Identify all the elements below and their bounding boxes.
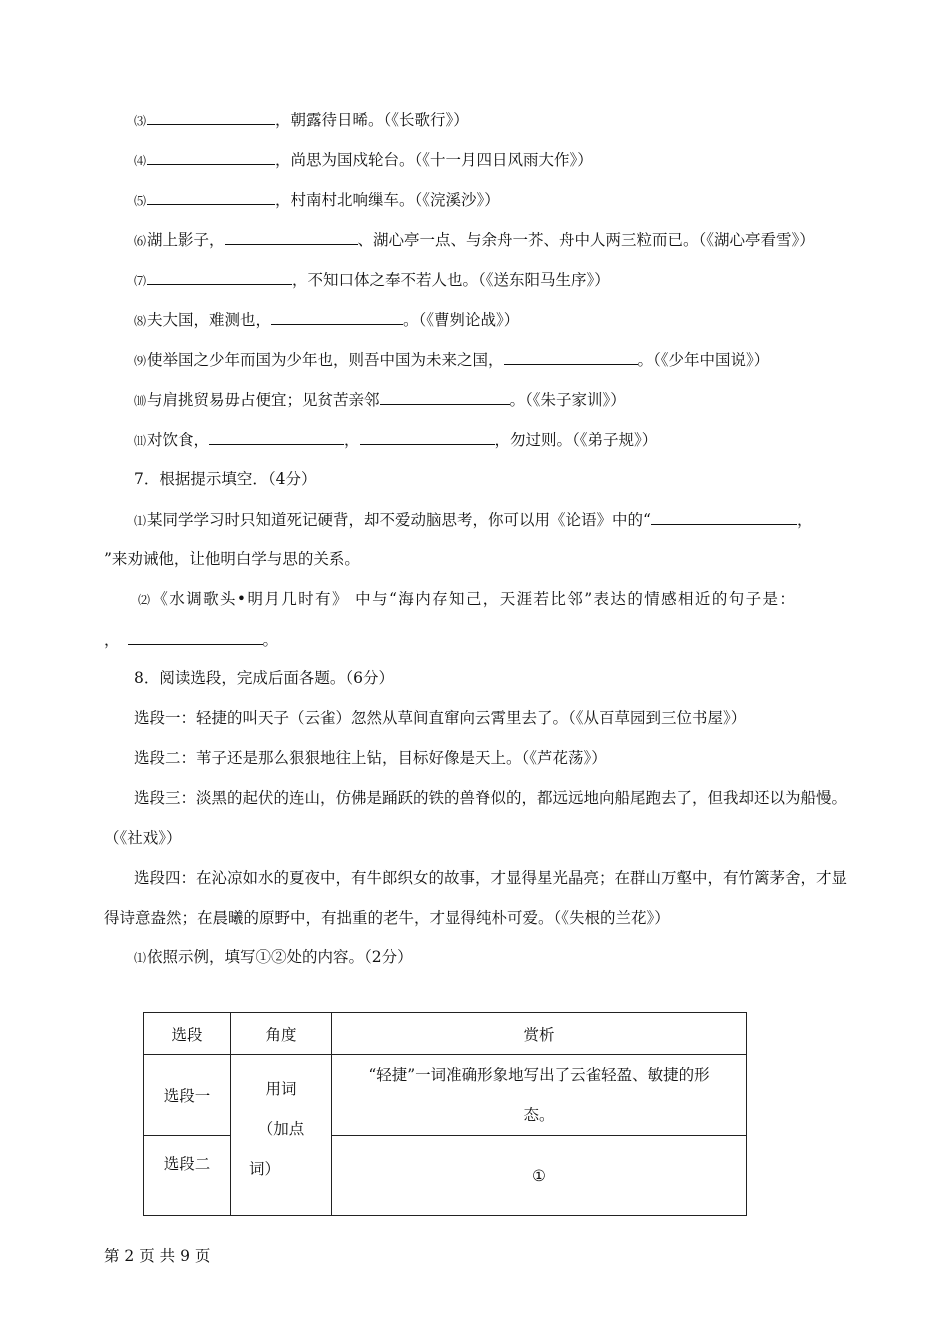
header-analysis: 赏析 xyxy=(332,1013,747,1055)
item-10: ⑽与肩挑贸易毋占便宜；见贫苦亲邻 。（《朱子家训》） xyxy=(134,391,626,409)
item-number: ⑶ xyxy=(134,114,147,128)
item-4: ⑷ ，尚思为国戍轮台。（《十一月四日风雨大作》） xyxy=(134,151,593,169)
answer-blank[interactable] xyxy=(651,509,797,525)
page-footer: 第 2 页 共 9 页 xyxy=(104,1247,211,1265)
excerpt-4: 选段四：在沁凉如水的夏夜中，有牛郎织女的故事，才显得星光晶亮；在群山万壑中，有竹篱茅舍，才显 xyxy=(134,869,848,887)
item-number: ⑹ xyxy=(134,234,147,248)
angle-cell: 用词 （加点 词） xyxy=(231,1055,332,1216)
item-8: ⑻夫大国，难测也， 。（《曹刿论战》） xyxy=(134,311,520,329)
excerpt-3: 选段三：淡黑的起伏的连山，仿佛是踊跃的铁的兽脊似的，都远远地向船尾跑去了，但我却还以为船慢。 xyxy=(134,789,848,807)
answer-blank[interactable] xyxy=(271,309,403,325)
item-7: ⑺ ，不知口体之奉不若人也。（《送东阳马生序》） xyxy=(134,271,610,289)
answer-blank[interactable] xyxy=(147,189,275,205)
item-number: ⑷ xyxy=(134,154,147,168)
item-6: ⑹湖上影子， 、湖心亭一点、与余舟一芥、舟中人两三粒而已。（《湖心亭看雪》） xyxy=(134,231,815,249)
item-number: ⑼ xyxy=(134,354,147,368)
item-number: ⑸ xyxy=(134,194,147,208)
question-8-title: 8．阅读选段，完成后面各题。（6分） xyxy=(134,669,394,687)
row-label-excerpt-1: 选段一 xyxy=(144,1055,231,1136)
question-7-part-1-cont: ”来劝诫他，让他明白学与思的关系。 xyxy=(104,550,360,568)
appreciation-table xyxy=(143,1012,747,1216)
answer-blank[interactable] xyxy=(128,629,263,645)
item-11: ⑾对饮食， ， ，勿过则。（《弟子规》） xyxy=(134,431,658,449)
item-number: ⑻ xyxy=(134,314,147,328)
answer-blank[interactable] xyxy=(147,109,275,125)
header-excerpt: 选段 xyxy=(144,1013,231,1055)
item-3: ⑶ ，朝露待日晞。（《长歌行》） xyxy=(134,111,469,129)
analysis-cell-2[interactable]: ① xyxy=(332,1136,747,1216)
excerpt-1: 选段一：轻捷的叫天子（云雀）忽然从草间直窜向云霄里去了。（《从百草园到三位书屋》） xyxy=(134,709,747,727)
answer-blank[interactable] xyxy=(360,429,495,445)
question-7-title: 7．根据提示填空．（4分） xyxy=(134,470,317,488)
answer-blank[interactable] xyxy=(147,269,292,285)
analysis-cell-1: “轻捷”一词准确形象地写出了云雀轻盈、敏捷的形 态。 xyxy=(332,1055,747,1136)
answer-blank[interactable] xyxy=(225,229,358,245)
excerpt-3-source: （《社戏》） xyxy=(104,829,182,847)
item-5: ⑸ ，村南村北响缫车。（《浣溪沙》） xyxy=(134,191,500,209)
header-angle: 角度 xyxy=(231,1013,332,1055)
item-number: ⑺ xyxy=(134,274,147,288)
excerpt-4-cont: 得诗意盎然；在晨曦的原野中，有拙重的老牛，才显得纯朴可爱。（《失根的兰花》） xyxy=(104,909,670,927)
answer-blank[interactable] xyxy=(209,429,344,445)
item-9: ⑼使举国之少年而国为少年也，则吾中国为未来之国， 。（《少年中国说》） xyxy=(134,351,770,369)
question-7-part-2-cont: ， 。 xyxy=(104,631,279,649)
question-7-part-1: ⑴某同学学习时只知道死记硬背，却不爱动脑思考，你可以用《论语》中的“ ， xyxy=(134,511,813,529)
row-label-excerpt-2: 选段二 xyxy=(144,1136,231,1216)
question-8-sub-1: ⑴依照示例，填写①②处的内容。（2分） xyxy=(134,948,413,966)
item-number: ⑾ xyxy=(134,434,147,448)
question-7-part-2: ⑵《水调歌头•明月几时有》 中与“海内存知己，天涯若比邻”表达的情感相近的句子是： xyxy=(138,590,797,608)
item-number: ⑽ xyxy=(134,394,147,408)
answer-blank[interactable] xyxy=(504,349,638,365)
excerpt-2: 选段二：苇子还是那么狠狠地往上钻，目标好像是天上。（《芦花荡》） xyxy=(134,749,607,767)
answer-blank[interactable] xyxy=(147,149,275,165)
answer-blank[interactable] xyxy=(380,389,510,405)
